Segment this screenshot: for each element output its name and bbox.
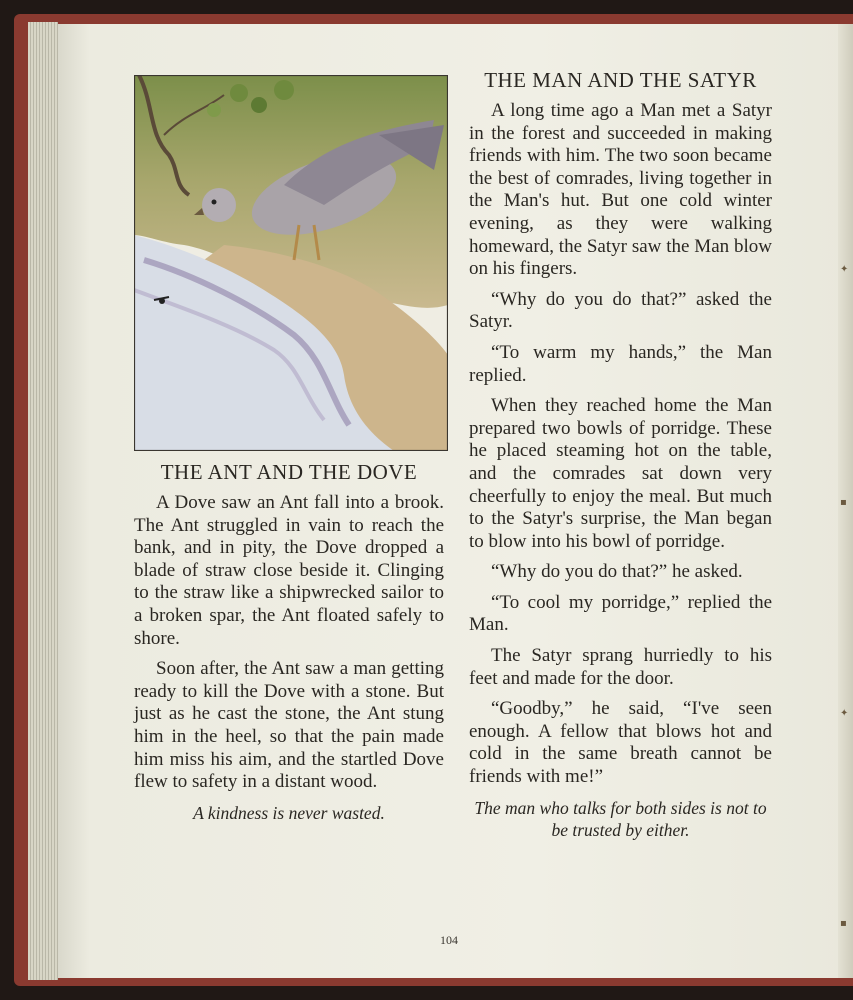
page-mark: ▪ (840, 497, 847, 508)
page-mark: ✦ (840, 708, 849, 719)
story-title: THE MAN AND THE SATYR (484, 68, 757, 92)
story-paragraph: A long time ago a Man met a Satyr in the forest and succeeded in making friends with him. The two soon became the best of comrades, living together in the Man's hut. But one cold winter evening, as they were walking homeward, the Satyr saw the Man blow on his fingers. (469, 100, 772, 280)
page-mark: ✦ (840, 264, 849, 275)
story-paragraph: “To cool my porridge,” replied the Man. (469, 591, 772, 636)
left-column (134, 460, 444, 832)
story-moral: The man who talks for both sides is not to be trusted by either. (474, 797, 767, 841)
page-edges (28, 22, 58, 980)
right-column (469, 68, 772, 850)
story-paragraph: “To warm my hands,” the Man replied. (469, 341, 772, 386)
page-number: 104 (440, 933, 458, 947)
story-title: THE ANT AND THE DOVE (160, 460, 418, 484)
story-moral: A kindness is never wasted. (193, 802, 385, 823)
story-paragraph: When they reached home the Man prepared two bowls of porridge. These he placed steaming hot on the table, and the comrades sat down very cheerfully to enjoy the meal. But much to the Satyr's surprise, the Man began to blow into his bowl of porridge. (469, 395, 772, 552)
story-paragraph: A Dove saw an Ant fall into a brook. The Ant struggled in vain to reach the bank, and in pity, the Dove dropped a blade of straw close beside it. Clinging to the straw like a shipwrecked sailor to a broken spar, the Ant floated safely to shore. (134, 492, 444, 649)
story-paragraph: “Goodby,” he said, “I've seen enough. A fellow that blows hot and cold in the same breath cannot be friends with me!” (469, 698, 772, 788)
page-mark: ▪ (840, 918, 847, 929)
story-paragraph: “Why do you do that?” asked the Satyr. (469, 288, 772, 333)
dove-and-ant-illustration (134, 75, 448, 451)
story-paragraph: Soon after, the Ant saw a man getting ready to kill the Dove with a stone. But just as he cast the stone, the Ant stung him in the heel, so that the pain made him miss his aim, and the startled Dove flew to safety in a distant wood. (134, 658, 444, 793)
story-paragraph: “Why do you do that?” he asked. (491, 561, 743, 583)
story-paragraph: The Satyr sprang hurriedly to his feet and made for the door. (469, 645, 772, 689)
